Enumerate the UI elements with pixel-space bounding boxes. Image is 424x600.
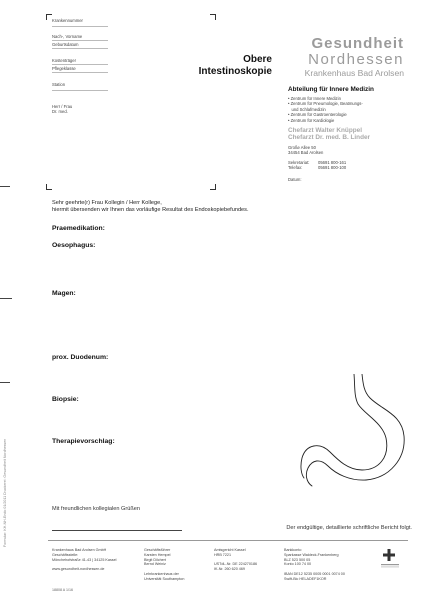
hospital-logo [284,36,404,79]
footer-line: BLZ 523 500 05 [284,557,311,562]
corner-mark [210,184,216,190]
department-item: • Zentrum für Pneumologie, Beatmungs- [288,101,363,107]
footer-registry [214,548,280,572]
recipient-block[interactable] [52,104,172,115]
department-title: Abteilung für Innere Medizin [288,86,374,93]
ward-field[interactable] [52,82,108,91]
signature-line[interactable] [52,530,182,531]
address-city: 34454 Bad Arolsen [288,150,324,156]
section-therapievorschlag[interactable]: Therapievorschlag: [52,438,115,445]
address-street: Große Allee 50 [288,145,316,151]
patient-data-box [52,18,108,94]
birth-date-field[interactable] [52,42,108,49]
side-form-text: Formular: KH-NH-Endo 01/2011 Druckerei: Gesundheit Nordhessen [3,438,7,547]
ward-label: Station [52,82,66,87]
department-list [288,96,418,123]
footer-website[interactable]: www.gesundheit-nordhessen.de [52,567,105,572]
department-item: und Schlafmedizin [288,106,326,112]
footer-line: Konto 100 74 00 [284,562,312,567]
footer-line: Sparkasse Waldeck-Frankenberg [284,552,339,557]
footer-line: Bankkonto [284,548,302,552]
secretariat-label: Sekretariat: [288,159,310,165]
footer-divider [48,540,408,541]
section-magen[interactable]: Magen: [52,290,76,297]
punch-mark [0,298,12,299]
letter-intro-text: hiermit übersenden wir Ihnen das vorläufige Resultat des Endoskopiebefundes. [52,207,249,214]
department-item: • Zentrum für Innere Medizin [288,96,341,101]
footer-line: IBAN DE12 5235 0005 0001 0074 00 [284,571,345,576]
secretariat-phone: 05691 800-161 [318,159,347,165]
section-biopsie[interactable]: Biopsie: [52,396,79,403]
footer-line: USTdL-Nr. DE 224270186 [214,562,258,567]
corner-mark [210,14,216,20]
footer-line: Universität Southampton [144,576,185,581]
name-label: Nach-, Vorname [52,34,83,39]
chief-physician-1: Chefarzt Walter Knüppel [288,127,362,135]
footer-bank [284,548,368,582]
care-class-field[interactable] [52,66,108,73]
stomach-diagram [300,374,410,496]
department-item: • Zentrum für Kardiologie [288,117,335,123]
chief-physician-2: Chefarzt Dr. med. B. Linder [288,134,371,142]
footer-line: Swift-Bic HELADEF1KOR [284,576,327,581]
form-code: 18808 A 1/16 [52,588,73,592]
letter-intro [52,200,412,215]
closing-greeting: Mit freundlichen kollegialen Grüßen [52,506,140,512]
fax-label: Telefax: [288,165,303,171]
footer-line: Lehrkrankenhaus der [144,571,179,576]
insurer-label: Kostenträger [52,58,76,63]
final-report-note: Der endgültige, detaillierte schriftliche Bericht folgt. [286,525,412,531]
report-title-line-2: Intestinoskopie [198,66,272,77]
section-praemedikation[interactable]: Praemedikation: [52,225,105,232]
insurer-field[interactable] [52,58,108,65]
footer-line: Geschäftsführer [144,548,171,552]
footer-line: Geschäftsstelle: [52,552,79,557]
case-number-field[interactable] [52,18,108,27]
brand-line-2: Nordhessen [308,51,404,68]
hospital-cross-logo-icon [378,548,402,570]
hospital-address [288,145,418,156]
fax-number: 05691 800-100 [318,165,347,171]
letter-greeting: Sehr geehrte(r) Frau Kollegin / Herr Kollege, [52,200,162,206]
footer-management [144,548,210,582]
report-title-line-1: Obere [243,54,272,65]
fold-mark [0,382,10,383]
footer-line: Amtsgericht Kassel [214,548,246,552]
footer-line: Bernd Weiniz [144,562,166,567]
case-number-label: Krankennummer [52,18,83,23]
footer-line: Karsten Hempel [144,552,171,557]
footer-line: Krankenhaus Bad Arolsen GmbH [52,548,107,552]
footer-line: HRB 7221 [214,552,232,557]
section-duodenum[interactable]: prox. Duodenum: [52,354,109,361]
recipient-title: Dr. med. [52,109,68,115]
footer-company [52,548,136,572]
recipient-salutation: Herr / Frau [52,104,73,109]
department-item: • Zentrum für Gastroenterologie [288,112,347,118]
brand-line-3: Krankenhaus Bad Arolsen [304,68,404,78]
contact-block [288,160,418,171]
corner-mark [46,184,52,190]
report-title [190,54,272,78]
brand-line-1: Gesundheit [311,35,404,52]
department-block [288,86,418,182]
footer-line: IK-Nr. 260 620 469 [214,567,245,572]
date-field[interactable] [288,177,418,182]
section-oesophagus[interactable]: Oesophagus: [52,242,96,249]
fold-mark [0,186,10,187]
date-label: Datum: [288,176,302,182]
footer-line: Birgit Dilchert [144,557,166,562]
birth-date-label: Geburtsdatum [52,42,79,47]
name-field[interactable] [52,34,108,41]
care-class-label: Pflegeklasse [52,66,76,71]
footer-line: Mönchehofstraße 41-43 | 34125 Kassel [52,557,117,562]
